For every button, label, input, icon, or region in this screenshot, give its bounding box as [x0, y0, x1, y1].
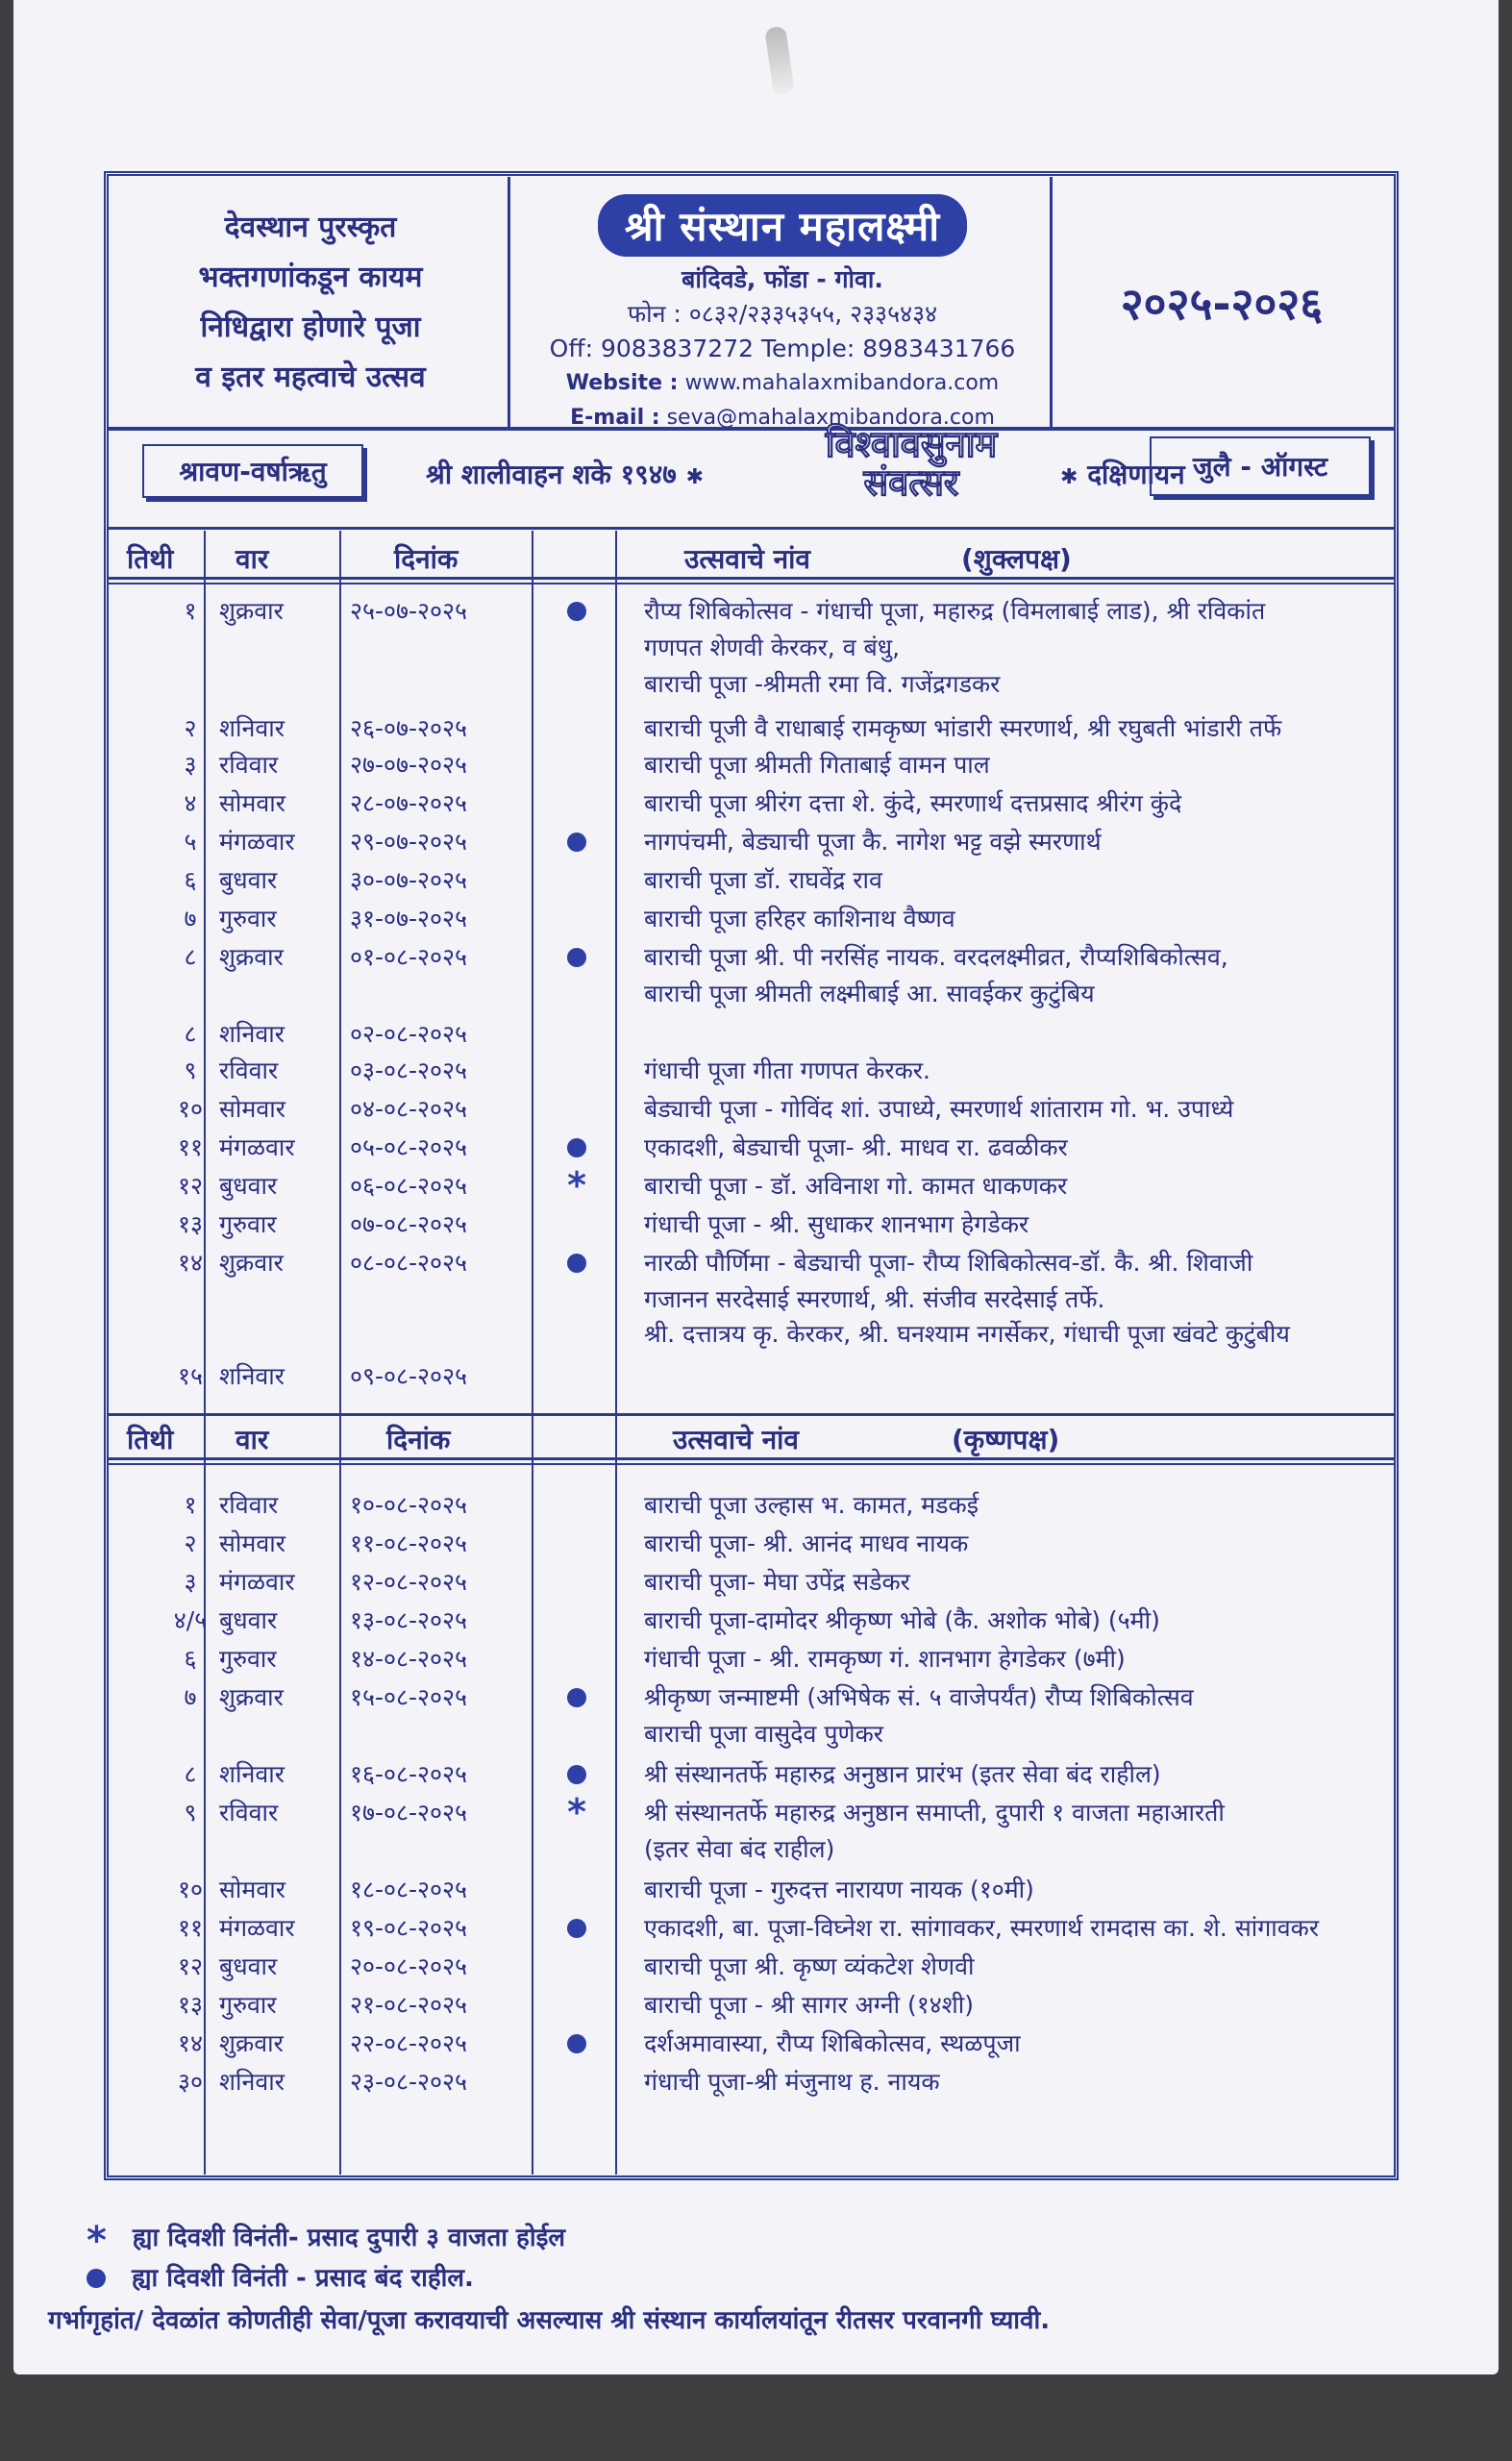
table-row: [113, 1911, 1392, 1950]
table-row: [113, 1359, 1392, 1398]
tithi-cell: ३०: [177, 2068, 203, 2096]
header-left-line: निधिद्वारा होणारे पूजा: [200, 311, 421, 344]
temple-address: बांदिवडे, फोंडा - गोवा.: [682, 265, 883, 293]
col-date: दिनांक: [386, 1424, 451, 1455]
date-cell: २८-०७-२०२५: [350, 789, 468, 817]
website-link[interactable]: www.mahalaxmibandora.com: [684, 371, 1000, 395]
var-cell: सोमवार: [219, 1876, 285, 1903]
var-cell: गुरुवार: [219, 1645, 277, 1673]
legend-dot: [87, 2259, 474, 2294]
table-row-continuation: [113, 1717, 1392, 1755]
table-row: [113, 940, 1392, 979]
col-paksha: (शुक्लपक्ष): [961, 543, 1072, 575]
samvatsar-line: संवत्सर: [863, 461, 959, 504]
event-text: गंधाची पूजा गीता गणपत केरकर.: [644, 1056, 930, 1084]
mark-cell: [562, 1680, 591, 1713]
event-text: बाराची पूजा - गुरुदत्त नारायण नायक (१०मी): [644, 1876, 1034, 1903]
date-cell: १३-०८-२०२५: [350, 1606, 468, 1634]
website-label: Website :: [565, 371, 679, 395]
var-cell: रविवार: [219, 751, 279, 779]
event-text: बाराची पूजा उल्हास भ. कामत, मडकई: [644, 1491, 979, 1519]
event-text: बाराची पूजा-दामोदर श्रीकृष्ण भोबे (कै. अशोक भोबे) (५मी): [644, 1606, 1160, 1634]
date-cell: २९-०७-२०२५: [350, 828, 468, 856]
date-cell: १८-०८-२०२५: [350, 1876, 468, 1903]
tithi-cell: ८: [184, 1020, 197, 1048]
calendar-hook: [764, 26, 795, 95]
var-cell: शुक्रवार: [219, 1249, 284, 1277]
var-cell: रविवार: [219, 1799, 279, 1827]
table-row: [113, 2065, 1392, 2103]
samvatsar-title: [748, 425, 1075, 502]
mark-cell: [562, 1246, 591, 1279]
event-text: बाराची पूजा - श्री सागर अग्नी (१४शी): [644, 1991, 975, 2019]
var-cell: शनिवार: [219, 1760, 285, 1788]
var-cell: सोमवार: [219, 1095, 285, 1123]
tithi-cell: ३: [184, 1568, 197, 1596]
var-cell: शुक्रवार: [219, 2029, 284, 2057]
date-cell: २५-०७-२०२५: [350, 597, 468, 625]
shukla-header-rule: [109, 583, 1394, 584]
krishna-header-top-rule: [109, 1413, 1394, 1416]
header-left-text: [113, 183, 508, 423]
header-left-line: व इतर महत्वाचे उत्सव: [195, 360, 426, 394]
prasad-closed-dot-icon: [567, 948, 586, 967]
star-legend-text: ह्या दिवशी विनंती- प्रसाद दुपारी ३ वाजता होईल: [132, 2224, 565, 2252]
email-label: E-mail :: [570, 406, 660, 430]
prasad-closed-dot-icon: [567, 1688, 586, 1707]
mark-cell: [562, 1131, 591, 1163]
event-text: गंधाची पूजा - श्री. रामकृष्ण गं. शानभाग हेगडेकर (७मी): [644, 1645, 1126, 1673]
event-text: गणपत शेणवी केरकर, व बंधु,: [644, 634, 901, 661]
date-cell: ०९-०८-२०२५: [350, 1362, 468, 1390]
tithi-cell: २: [184, 714, 197, 742]
table-row: [113, 1092, 1392, 1131]
tithi-cell: १: [184, 1491, 197, 1519]
date-cell: ०७-०८-२०२५: [350, 1210, 468, 1238]
months-box: जुलै - ऑगस्ट: [1150, 436, 1371, 496]
prasad-closed-dot-icon: [567, 1254, 586, 1273]
tithi-cell: १२: [177, 1172, 203, 1200]
event-text: बाराची पूजा श्रीरंग दत्ता शे. कुंदे, स्मरणार्थ दत्तप्रसाद श्रीरंग कुंदे: [644, 789, 1182, 817]
prasad-closed-dot-icon: [567, 2034, 586, 2053]
table-row-continuation: [113, 631, 1392, 669]
temple-info: [513, 183, 1052, 430]
permission-notice: गर्भागृहांत/ देवळांत कोणतीही सेवा/पूजा करावयाची असल्यास श्री संस्थान कार्यालयांतून रीतसर परवानगी घ्यावी.: [48, 2306, 1051, 2335]
temple-office-phone: Off: 9083837272 Temple: 8983431766: [549, 335, 1016, 362]
year-range: २०२५-२०२६: [1120, 278, 1324, 330]
prasad-closed-dot-icon: [567, 602, 586, 621]
tithi-cell: १४: [177, 2029, 203, 2057]
table-row: [113, 1565, 1392, 1603]
event-text: श्री संस्थानतर्फे महारुद्र अनुष्ठान प्रारंभ (इतर सेवा बंद राहील): [644, 1760, 1161, 1788]
tithi-cell: ३: [184, 751, 197, 779]
event-text: बाराची पूजा- मेघा उपेंद्र सडेकर: [644, 1568, 910, 1596]
tithi-cell: १३: [177, 1991, 203, 2019]
var-cell: शनिवार: [219, 2068, 285, 2096]
tithi-cell: ७: [184, 1683, 197, 1711]
event-text: बाराची पूजा डॉ. राघवेंद्र राव: [644, 866, 882, 894]
temple-name-badge: श्री संस्थान महालक्ष्मी: [598, 194, 967, 257]
var-cell: मंगळवार: [219, 1133, 295, 1161]
var-cell: शुक्रवार: [219, 597, 284, 625]
krishna-header-rule: [109, 1463, 1394, 1465]
ayan-label: दक्षिणायन: [1087, 459, 1185, 490]
tithi-cell: ११: [177, 1914, 203, 1942]
samvatsar-line: विश्वावसुनाम: [825, 423, 998, 465]
mark-cell: [562, 1757, 591, 1790]
event-text: बाराची पूजा हरिहर काशिनाथ वैष्णव: [644, 905, 955, 932]
var-cell: मंगळवार: [219, 1568, 295, 1596]
tithi-cell: ४: [184, 789, 197, 817]
krishna-header-rule: [109, 1457, 1394, 1460]
date-cell: १७-०८-२०२५: [350, 1799, 468, 1827]
table-row: [113, 1527, 1392, 1565]
var-cell: गुरुवार: [219, 905, 277, 932]
mark-cell: [562, 2026, 591, 2059]
table-row: [113, 711, 1392, 750]
event-text: बाराची पूजा- श्री. आनंद माधव नायक: [644, 1529, 969, 1557]
table-row: [113, 1642, 1392, 1680]
dot-legend-text: ह्या दिवशी विनंती - प्रसाद बंद राहील.: [132, 2264, 474, 2293]
event-text: गंधाची पूजा - श्री. सुधाकर शानभाग हेगडेकर: [644, 1210, 1029, 1238]
tithi-cell: ९: [184, 1056, 197, 1084]
table-row: [113, 1988, 1392, 2026]
table-row: [113, 1246, 1392, 1284]
var-cell: गुरुवार: [219, 1991, 277, 2019]
tithi-cell: ८: [184, 1760, 197, 1788]
tithi-cell: १२: [177, 1952, 203, 1980]
var-cell: शनिवार: [219, 1362, 285, 1390]
col-name: उत्सवाचे नांव: [673, 1424, 799, 1455]
table-row-continuation: [113, 977, 1392, 1015]
event-text: श्रीकृष्ण जन्माष्टमी (अभिषेक सं. ५ वाजेपर्यंत) रौप्य शिबिकोत्सव: [644, 1683, 1194, 1711]
table-row: [113, 863, 1392, 902]
event-text: गंधाची पूजा-श्री मंजुनाथ ह. नायक: [644, 2068, 940, 2096]
table-row: [113, 902, 1392, 940]
mark-cell: [562, 825, 591, 858]
star-separator-icon: ✱: [685, 465, 705, 489]
var-cell: शुक्रवार: [219, 943, 284, 971]
date-cell: ०४-०८-२०२५: [350, 1095, 468, 1123]
header-left-line: देवस्थान पुरस्कृत: [224, 211, 397, 244]
table-row: [113, 1950, 1392, 1988]
dot-legend-icon: [87, 2269, 106, 2288]
tithi-cell: २: [184, 1529, 197, 1557]
event-text: बाराची पूजा श्री. कृष्ण व्यंकटेश शेणवी: [644, 1952, 975, 1980]
date-cell: ०६-०८-२०२५: [350, 1172, 468, 1200]
prasad-closed-dot-icon: [567, 833, 586, 852]
temple-phone: फोन : ०८३२/२३३५३५५, २३३५४३४: [627, 300, 938, 328]
date-cell: ११-०८-२०२५: [350, 1529, 468, 1557]
date-cell: २२-०८-२०२५: [350, 2029, 468, 2057]
table-row-continuation: [113, 1282, 1392, 1321]
legend-star: [87, 2219, 565, 2263]
event-text: एकादशी, बेड्याची पूजा- श्री. माधव रा. ढवळीकर: [644, 1133, 1068, 1161]
date-cell: १९-०८-२०२५: [350, 1914, 468, 1942]
col-var: वार: [235, 543, 269, 575]
header-left-line: भक्तगणांकडून कायम: [198, 261, 423, 294]
event-text: रौप्य शिबिकोत्सव - गंधाची पूजा, महारुद्र (विमलाबाई लाड), श्री रविकांत: [644, 597, 1266, 625]
table-row: [113, 1207, 1392, 1246]
event-text: गजानन सरदेसाई स्मरणार्थ, श्री. संजीव सरदेसाई तर्फे.: [644, 1285, 1105, 1313]
table-row: [113, 2026, 1392, 2065]
var-cell: सोमवार: [219, 789, 285, 817]
tithi-cell: १४: [177, 1249, 203, 1277]
prasad-closed-dot-icon: [567, 1919, 586, 1938]
tithi-cell: १५: [177, 1362, 203, 1390]
tithi-cell: १०: [177, 1095, 203, 1123]
date-cell: २६-०७-२०२५: [350, 714, 468, 742]
table-row: [113, 1873, 1392, 1911]
date-cell: ०३-०८-२०२५: [350, 1056, 468, 1084]
mark-cell: [562, 594, 591, 627]
table-row: [113, 1680, 1392, 1719]
event-text: बेड्याची पूजा - गोविंद शां. उपाध्ये, स्मरणार्थ शांताराम गो. भ. उपाध्ये: [644, 1095, 1234, 1123]
var-cell: बुधवार: [219, 1172, 278, 1200]
tithi-cell: १०: [177, 1876, 203, 1903]
table-row-continuation: [113, 667, 1392, 706]
tithi-cell: ८: [184, 943, 197, 971]
col-paksha: (कृष्णपक्ष): [952, 1424, 1060, 1455]
table-row: [113, 1164, 1392, 1207]
event-text: बाराची पूजा - डॉ. अविनाश गो. कामत धाकणकर: [644, 1172, 1068, 1200]
event-text: एकादशी, बा. पूजा-विघ्नेश रा. सांगावकर, स्मरणार्थ रामदास का. शे. सांगावकर: [644, 1914, 1320, 1942]
var-cell: गुरुवार: [219, 1210, 277, 1238]
var-cell: शनिवार: [219, 1020, 285, 1048]
table-row: [113, 748, 1392, 786]
var-cell: बुधवार: [219, 1606, 278, 1634]
event-text: (इतर सेवा बंद राहील): [644, 1835, 835, 1863]
mark-cell: [562, 1911, 591, 1944]
tithi-cell: ५: [184, 828, 197, 856]
date-cell: ०८-०८-२०२५: [350, 1249, 468, 1277]
col-date: दिनांक: [394, 543, 459, 575]
tithi-cell: ७: [184, 905, 197, 932]
var-cell: बुधवार: [219, 866, 278, 894]
event-text: बाराची पूजा वासुदेव पुणेकर: [644, 1720, 884, 1748]
var-cell: बुधवार: [219, 1952, 278, 1980]
header-divider: [508, 177, 510, 429]
shaka-text: [426, 456, 704, 492]
star-legend-icon: *: [87, 2219, 107, 2263]
date-cell: १५-०८-२०२५: [350, 1683, 468, 1711]
shaka-label: श्री शालीवाहन शके १९४७: [426, 459, 677, 490]
date-cell: ०५-०८-२०२५: [350, 1133, 468, 1161]
subheader-row: [113, 423, 1392, 511]
date-cell: २३-०८-२०२५: [350, 2068, 468, 2096]
tithi-cell: १: [184, 597, 197, 625]
tithi-cell: १३: [177, 1210, 203, 1238]
tithi-cell: ६: [184, 866, 197, 894]
date-cell: ३१-०७-२०२५: [350, 905, 468, 932]
date-cell: २०-०८-२०२५: [350, 1952, 468, 1980]
event-text: श्री संस्थानतर्फे महारुद्र अनुष्ठान समाप्ती, दुपारी १ वाजता महाआरती: [644, 1799, 1225, 1827]
table-row: [113, 825, 1392, 863]
table-row: [113, 1757, 1392, 1796]
event-text: नारळी पौर्णिमा - बेड्याची पूजा- रौप्य शिबिकोत्सव-डॉ. कै. श्री. शिवाजी: [644, 1249, 1253, 1277]
prasad-closed-dot-icon: [567, 1138, 586, 1157]
event-text: बाराची पूजा श्री. पी नरसिंह नायक. वरदलक्ष्मीव्रत, रौप्यशिबिकोत्सव,: [644, 943, 1228, 971]
event-text: बाराची पूजा श्रीमती लक्ष्मीबाई आ. सावईकर कुटुंबिय: [644, 980, 1095, 1007]
tithi-cell: ९: [184, 1799, 197, 1827]
event-text: बाराची पूजा -श्रीमती रमा वि. गजेंद्रगडकर: [644, 670, 1001, 698]
prasad-afternoon-star-icon: *: [567, 1791, 586, 1833]
table-row: [113, 1488, 1392, 1527]
prasad-afternoon-star-icon: *: [567, 1164, 586, 1206]
table-row: [113, 1603, 1392, 1642]
var-cell: रविवार: [219, 1056, 279, 1084]
season-box: श्रावण-वर्षाऋतु: [142, 444, 363, 498]
tithi-cell: ६: [184, 1645, 197, 1673]
var-cell: मंगळवार: [219, 828, 295, 856]
date-cell: १२-०८-२०२५: [350, 1568, 468, 1596]
var-cell: रविवार: [219, 1491, 279, 1519]
col-name: उत्सवाचे नांव: [684, 543, 810, 575]
date-cell: २७-०७-२०२५: [350, 751, 468, 779]
date-cell: १४-०८-२०२५: [350, 1645, 468, 1673]
col-tithi: तिथी: [127, 543, 174, 575]
star-separator-icon: ✱: [1060, 465, 1078, 489]
event-text: बाराची पूजा श्रीमती गिताबाई वामन पाल: [644, 751, 990, 779]
var-cell: सोमवार: [219, 1529, 285, 1557]
table-row: [113, 1054, 1392, 1092]
event-text: नागपंचमी, बेड्याची पूजा कै. नागेश भट्ट वझे स्मरणार्थ: [644, 828, 1102, 856]
var-cell: शुक्रवार: [219, 1683, 284, 1711]
event-text: दर्शअमावास्या, रौप्य शिबिकोत्सव, स्थळपूजा: [644, 2029, 1021, 2057]
table-row: [113, 594, 1392, 633]
event-text: श्री. दत्तात्रय कृ. केरकर, श्री. घनश्याम नगर्सेकर, गंधाची पूजा खंवटे कुटुंबीय: [644, 1320, 1290, 1348]
table-row: [113, 1131, 1392, 1169]
subheader-bottom-rule: [109, 527, 1394, 530]
tithi-cell: ११: [177, 1133, 203, 1161]
date-cell: १०-०८-२०२५: [350, 1491, 468, 1519]
table-row: [113, 1017, 1392, 1056]
event-text: बाराची पूजी वै राधाबाई रामकृष्ण भांडारी स्मरणार्थ, श्री रघुबती भांडारी तर्फे: [644, 714, 1282, 742]
table-row: [113, 786, 1392, 825]
var-cell: शनिवार: [219, 714, 285, 742]
date-cell: ०२-०८-२०२५: [350, 1020, 468, 1048]
date-cell: ०१-०८-२०२५: [350, 943, 468, 971]
col-var: वार: [235, 1424, 269, 1455]
table-row-continuation: [113, 1317, 1392, 1355]
date-cell: १६-०८-२०२५: [350, 1760, 468, 1788]
email-link[interactable]: seva@mahalaxmibandora.com: [666, 406, 995, 430]
prasad-closed-dot-icon: [567, 1765, 586, 1784]
mark-cell: [562, 940, 591, 973]
col-tithi: तिथी: [127, 1424, 174, 1455]
shukla-header-rule: [109, 577, 1394, 580]
tithi-cell: ४/५: [173, 1606, 208, 1634]
date-cell: २१-०८-२०२५: [350, 1991, 468, 2019]
var-cell: मंगळवार: [219, 1914, 295, 1942]
table-row-continuation: [113, 1832, 1392, 1871]
table-row: [113, 1791, 1392, 1834]
date-cell: ३०-०७-२०२५: [350, 866, 468, 894]
